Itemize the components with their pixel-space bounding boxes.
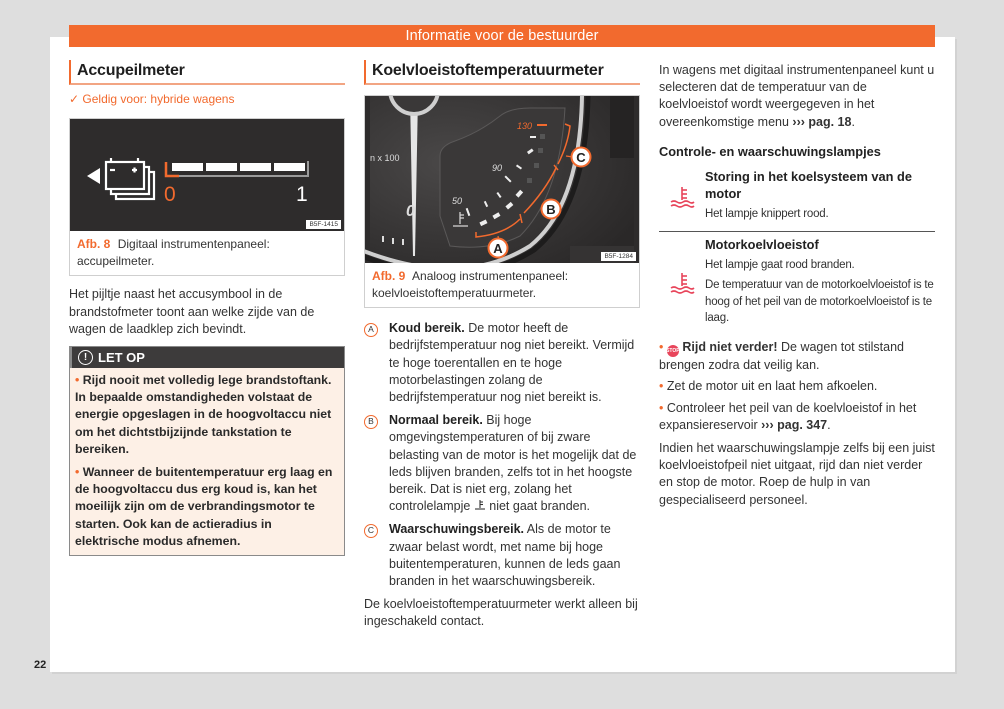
figure-code: B5F-1415 [306,220,341,229]
legend-description: Als de motor te zwaar belast wordt, met name bij hoge buitentemperaturen, kunnen de leds gaan branden in het waarschuwingsbereik. [389,522,621,589]
bullet-icon: • [659,400,667,415]
column-battery-gauge [69,60,345,556]
warning-item [75,372,339,458]
arrow-left-icon [87,168,100,184]
legend-text [389,320,640,406]
bullet-icon: • [659,379,667,394]
callout-marker-a: A [364,323,378,337]
coolant-temperature-icon [474,500,486,511]
figure-caption [70,231,344,275]
stop-icon: STOP [667,345,679,357]
legend-item-b [364,412,640,515]
figure-9 [364,95,640,308]
intro-text: In wagens met digitaal instrumentenpaneel kunt u selecteren dat de temperatuur van de koelvloeistof wordt weergegeven in het overeenkomstige menu [659,63,935,129]
lamp-description: De temperatuur van de motorkoelvloeistof is te hoog of het peil van de motorkoelvloeistof is te laag. [705,279,934,325]
bullet-text: Controleer het peil van de koelvloeistof in het expansiereservoir [659,400,917,432]
lamp-row-cooling-fault [659,168,935,232]
lamp-description: Het lampje knippert rood. [705,208,829,221]
scale-label-50: 50 [452,196,463,207]
paragraph-closing: De koelvloeistoftemperatuurmeter werkt alleen bij ingeschakeld contact. [364,597,638,629]
paragraph-arrow-explanation: Het pijltje naast het accusymbool in de brandstofmeter toont aan welke zijde van de wagen de laadklep zich bevindt. [69,287,315,336]
rpm-digit: 0 [406,203,415,221]
warning-box [69,346,345,556]
bullet-text: De wagen tot stilstand brengen zodra dat veilig kan. [659,339,904,373]
gauge-min-label: 0 [164,183,176,207]
figure-label: Afb. 9 [372,269,406,284]
exclamation-circle-icon: ! [78,350,93,365]
figure-8 [69,118,345,276]
figure-code: B5F-1284 [601,252,636,261]
warning-item-text: Rijd nooit met volledig lege brandstoftank. In bepaalde omstandigheden volstaat de energie opgeslagen in de hoogvoltaccu niet om het dichtstbijzijnde tankstation te bereiken. [75,373,332,456]
lamp-title: Storing in het koelsysteem van de motor [705,169,912,202]
figure-9-image [365,96,639,263]
svg-text:A: A [493,241,503,257]
lamp-text [705,236,935,331]
callout-marker-c: C [364,524,378,538]
bullet-engine-off [659,378,935,395]
lamp-row-coolant [659,236,935,335]
warning-item-text: Wanneer de buitentemperatuur erg laag en de hoogvoltaccu dus erg koud is, kan het moeilijk zijn om de verbrandingsmotor te starten. Ook kan de actieradius in elektrische modus afnemen. [75,465,333,548]
svg-text:C: C [576,150,586,166]
bullet-text: Zet de motor uit en laat hem afkoelen. [666,379,878,394]
chapter-header: Informatie voor de bestuurder [69,25,935,47]
bullet-icon: • [75,373,83,388]
bullet-check-level [659,400,935,434]
scale-label-130: 130 [517,121,533,132]
paragraph-closing: Indien het waarschuwingslampje zelfs bij een juist koelvloeistofpeil niet uitgaat, rijd dan niet verder en stop de motor. Roep de hulp in van gespecialiseerd personeel. [659,440,935,507]
legend-title: Waarschuwingsbereik. [389,522,524,537]
rpm-unit-label: n x 100 [370,153,400,164]
figure-caption-text: Analoog instrumentenpaneel: koelvloeistoftemperatuurmeter. [372,269,569,300]
bullet-stop [659,339,935,375]
figure-caption-text: Digitaal instrumentenpaneel: accupeilmeter. [77,237,270,268]
coolant-temperature-icon [659,236,705,331]
section-title-koelvloeistof: Koelvloeistoftemperatuurmeter [364,60,640,85]
legend-description: De motor heeft de bedrijfstemperatuur nog niet bereikt. Vermijd te hoge toerentallen en te hoge motorbelastingen zolang de bedrijfstemperatuur nog niet bereikt is. [389,321,635,405]
svg-text:B: B [546,202,556,218]
legend-item-c [364,521,640,590]
lamp-description: Het lampje gaat rood branden. [705,258,855,271]
bullet-text-end: . [827,417,831,432]
gauge-max-label: 1 [296,183,308,207]
legend-title: Normaal bereik. [389,413,483,428]
lamp-text [705,168,935,227]
callout-C [572,148,591,167]
lamps-heading: Controle- en waarschuwingslampjes [659,143,881,159]
column-coolant-gauge [364,60,640,639]
legend-text [389,412,640,515]
charge-level-bar [166,161,308,177]
callout-marker-b: B [364,415,378,429]
figure-caption [365,263,639,307]
warning-title: LET OP [98,350,145,366]
section-title-accupeilmeter: Accupeilmeter [69,60,345,85]
column-warning-lamps [659,62,935,517]
warning-item [75,464,339,550]
warning-header [70,347,344,368]
figure-label: Afb. 8 [77,237,111,252]
bullet-icon: • [75,465,83,480]
legend-description-end: niet gaat branden. [485,499,591,514]
callout-A [489,239,508,258]
coolant-temperature-icon [659,168,705,227]
warning-body [70,368,344,555]
bullet-bold-text: Rijd niet verder! [682,339,778,354]
coolant-gauge-illustration [365,96,639,263]
validity-note: ✓ Geldig voor: hybride wagens [69,92,235,107]
page-reference-link[interactable]: ››› pag. 347 [761,417,828,432]
page-reference-link[interactable]: ››› pag. 18 [792,114,852,129]
bullet-icon: • [659,339,667,354]
paragraph-intro: In wagens met digitaal instrumentenpaneel kunt u selecteren dat de temperatuur van de koelvloeistof wordt weergegeven in het overeenkomstige menu ››› pag. 18. [659,63,935,129]
callout-B [542,200,561,219]
legend-title: Koud bereik. [389,321,465,336]
figure-8-image [70,119,344,231]
scale-label-90: 90 [492,163,503,174]
battery-icon [106,158,154,199]
page-number: 22 [34,659,47,671]
legend-text [389,521,640,590]
legend-item-a [364,320,640,406]
battery-gauge-illustration [70,119,344,231]
legend-description: Bij hoge omgevingstemperaturen of bij zware belasting van de motor is het mogelijk dat de leds blijven branden, zelfs tot in het hoogste bereik. Dat is niet erg, zolang het controlelampje [389,413,637,514]
lamp-title: Motorkoelvloeistof [705,236,819,252]
